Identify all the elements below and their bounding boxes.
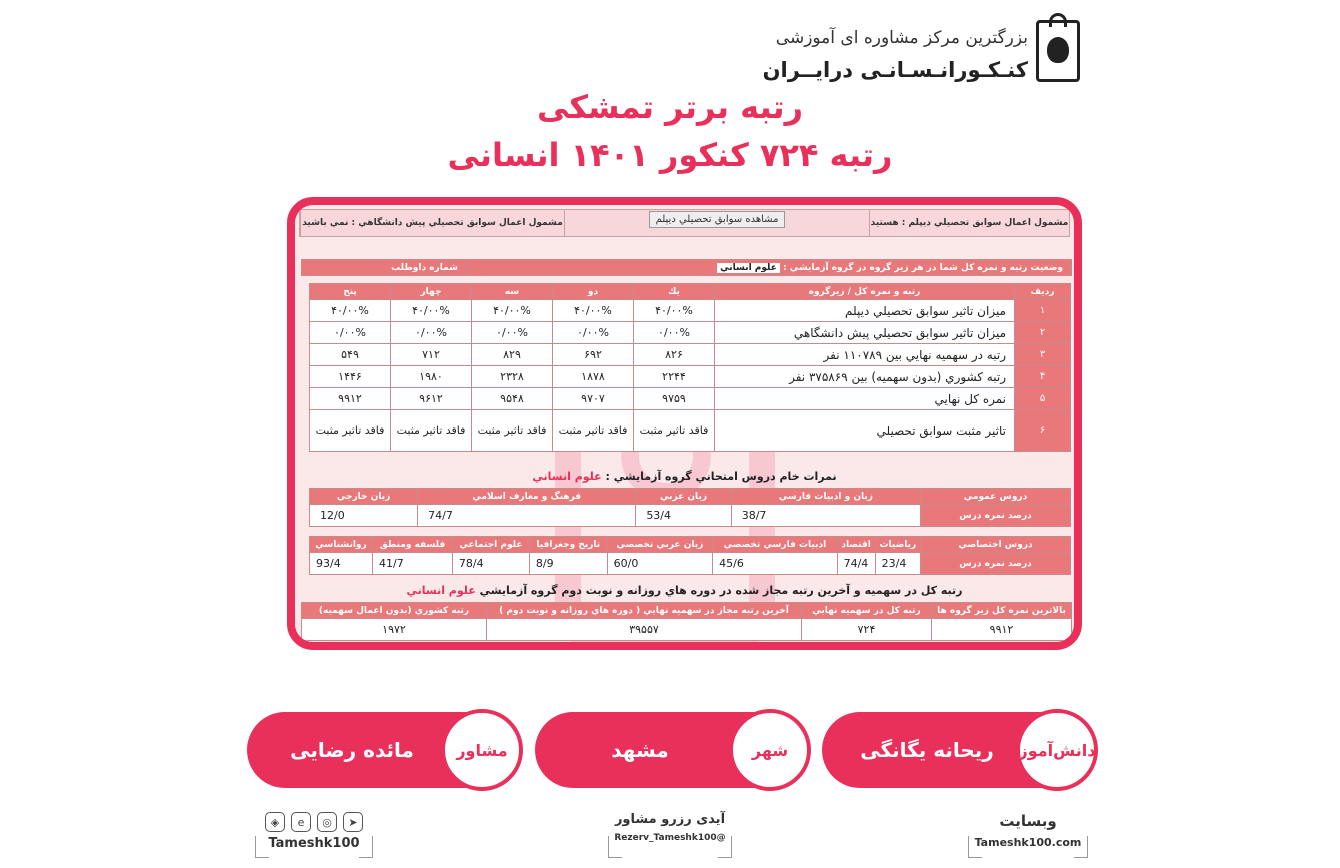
score-cell: 41/7	[373, 553, 453, 575]
raw-scores-title: نمرات خام دروس امتحاني گروه آزمايشي : علوم انساني	[532, 470, 837, 483]
table-row	[310, 388, 1071, 410]
value-cell: ۹۶۱۲	[391, 388, 472, 410]
score-cell: 74/7	[418, 505, 636, 527]
row-label: ميزان تاثير سوابق تحصيلي پيش دانشگاهي	[715, 322, 1015, 344]
value-cell: ۸۲۶	[634, 344, 715, 366]
value-cell: ۱۸۷۸	[553, 366, 634, 388]
col-header: چهار	[391, 284, 472, 300]
value-cell: ۴۰/۰۰%	[553, 300, 634, 322]
value-cell: فاقد تاثير مثبت	[553, 410, 634, 452]
table-row	[310, 322, 1071, 344]
advisor-name: مائده رضایی	[290, 738, 414, 762]
value-cell: ۷۱۲	[391, 344, 472, 366]
status-group: علوم انساني	[717, 263, 780, 273]
rank-cell: ۹۹۱۲	[932, 619, 1072, 641]
brand-tagline: بزرگترین مرکز مشاوره ای آموزشی	[775, 28, 1028, 48]
score-cell: 78/4	[452, 553, 529, 575]
page-title: رتبه برتر تمشکی	[536, 88, 804, 126]
row-index: ۱	[1015, 300, 1071, 322]
row-index: ۵	[1015, 388, 1071, 410]
page-subtitle: رتبه ۷۲۴ کنکور ۱۴۰۱ انسانی	[447, 136, 893, 174]
value-cell: ۰/۰۰%	[634, 322, 715, 344]
score-cell: 38/7	[731, 505, 920, 527]
eitaa-icon[interactable]: e	[291, 812, 311, 832]
reserve-block	[608, 812, 732, 858]
score-cell: 12/0	[310, 505, 418, 527]
row-label: ميزان تاثير سوابق تحصيلي ديپلم	[715, 300, 1015, 322]
col-header: سه	[472, 284, 553, 300]
value-cell: ۲۳۲۸	[472, 366, 553, 388]
value-cell: ۹۵۴۸	[472, 388, 553, 410]
score-cell: 8/9	[529, 553, 607, 575]
value-cell: ۴۰/۰۰%	[391, 300, 472, 322]
special-courses-table: دروس اختصاصي رياضيات اقتصاد ادبيات فارسي تخصصي زبان عربي تخصصي تاريخ وجغرافيا علوم اجتماعي فلسفه ومنطق روانشناسي درصد نمره درس 23/4 74/4 45/6 60/0 8/9 78/4 41/7 93/4	[309, 536, 1071, 575]
final-ranks-table: بالاترين نمره كل زير گروه ها رتبه كل در سهميه نهايي آخرين رتبه مجاز در سهميه نهايي ( دوره هاي روزانه و نوبت دوم ) رتبه كشوري (بدون اعمال سهميه) ۹۹۱۲ ۷۲۴ ۳۹۵۵۷ ۱۹۷۲	[301, 602, 1072, 641]
score-cell: 53/4	[636, 505, 731, 527]
col-header: رتبه و نمره كل / زيرگروه	[715, 284, 1015, 300]
value-cell: ۵۴۹	[310, 344, 391, 366]
value-cell: ۴۰/۰۰%	[634, 300, 715, 322]
value-cell: ۴۰/۰۰%	[472, 300, 553, 322]
brand-name: کنـکـورانـسـانـی درایــران	[762, 58, 1028, 82]
value-cell: ۸۲۹	[472, 344, 553, 366]
final-ranks-title: رتبه كل در سهميه و آخرين رتبه مجاز شده در دوره هاي روزانه و نوبت دوم گروه آزمايشي علوم انساني	[406, 584, 963, 597]
row-index: ۴	[1015, 366, 1071, 388]
city-label: شهر	[729, 709, 811, 791]
row-label: نمره كل نهايي	[715, 388, 1015, 410]
view-diploma-button[interactable]: مشاهده سوابق تحصيلي ديپلم	[649, 211, 786, 228]
value-cell: فاقد تاثير مثبت	[634, 410, 715, 452]
value-cell: ۲۲۴۴	[634, 366, 715, 388]
topbar-right-text: مشمول اعمال سوابق تحصيلي ديپلم : هستيد	[869, 210, 1069, 236]
status-label: وضعيت رتبه و نمره كل شما در هر زير گروه در گروه آزمايشي	[789, 262, 1063, 273]
advisor-pill	[247, 712, 517, 788]
rank-cell: ۳۹۵۵۷	[487, 619, 802, 641]
brand-header	[762, 18, 1080, 88]
website-block	[968, 812, 1088, 858]
table-row	[310, 366, 1071, 388]
social-block	[255, 812, 373, 858]
raspberry-logo-icon	[1036, 20, 1080, 82]
reserve-id[interactable]: @Rezerv_Tameshk100	[614, 833, 726, 843]
row-label: رتبه در سهميه نهايي بين ۱۱۰۷۸۹ نفر	[715, 344, 1015, 366]
value-cell: ۰/۰۰%	[310, 322, 391, 344]
score-cell: 45/6	[713, 553, 837, 575]
row-label: تاثير مثبت سوابق تحصيلي	[715, 410, 1015, 452]
advisor-label: مشاور	[441, 709, 523, 791]
rank-cell: ۱۹۷۲	[302, 619, 487, 641]
report-topbar	[299, 209, 1070, 237]
col-header: دو	[553, 284, 634, 300]
website-title: وبسایت	[999, 812, 1057, 830]
value-cell: ۰/۰۰%	[472, 322, 553, 344]
rank-cell: ۷۲۴	[802, 619, 932, 641]
reserve-title: آیدی رزرو مشاور	[614, 812, 726, 827]
value-cell: فاقد تاثير مثبت	[310, 410, 391, 452]
value-cell: فاقد تاثير مثبت	[472, 410, 553, 452]
city-pill	[535, 712, 805, 788]
row-index: ۳	[1015, 344, 1071, 366]
instagram-icon[interactable]: ◎	[317, 812, 337, 832]
student-pill	[822, 712, 1096, 788]
value-cell: ۴۰/۰۰%	[310, 300, 391, 322]
row-index: ۲	[1015, 322, 1071, 344]
candidate-label: شماره داوطلب	[302, 260, 467, 276]
value-cell: ۰/۰۰%	[391, 322, 472, 344]
table-row	[310, 300, 1071, 322]
score-cell: 60/0	[607, 553, 713, 575]
col-header: پنج	[310, 284, 391, 300]
table-row	[310, 410, 1071, 452]
report-card	[287, 197, 1082, 650]
value-cell: ۱۴۴۶	[310, 366, 391, 388]
website-link[interactable]: Tameshk100.com	[974, 836, 1082, 849]
student-label: دانش‌آموز	[1016, 709, 1098, 791]
city-name: مشهد	[611, 738, 669, 762]
value-cell: ۱۹۸۰	[391, 366, 472, 388]
cube-icon[interactable]: ◈	[265, 812, 285, 832]
student-name: ریحانه یگانگی	[860, 738, 994, 762]
score-cell: 23/4	[875, 553, 920, 575]
general-courses-table: دروس عمومي زبان و ادبيات فارسي زبان عربي فرهنگ و معارف اسلامي زبان خارجي درصد نمره درس 38/7 53/4 74/7 12/0	[309, 488, 1071, 527]
row-index: ۶	[1015, 410, 1071, 452]
topbar-left-text: مشمول اعمال سوابق تحصيلي پيش دانشگاهي : نمي باشيد	[300, 210, 564, 236]
table-row	[310, 344, 1071, 366]
value-cell: ۰/۰۰%	[553, 322, 634, 344]
row-label: رتبه كشوري (بدون سهميه) بين ۳۷۵۸۶۹ نفر	[715, 366, 1015, 388]
value-cell: ۹۷۰۷	[553, 388, 634, 410]
status-row: وضعيت رتبه و نمره كل شما در هر زير گروه در گروه آزمايشي : علوم انساني شماره داوطلب	[301, 259, 1072, 276]
rank-table	[309, 283, 1071, 452]
telegram-icon[interactable]: ➤	[343, 812, 363, 832]
social-handle[interactable]: Tameshk100	[268, 836, 360, 851]
score-cell: 93/4	[310, 553, 373, 575]
col-header: رديف	[1015, 284, 1071, 300]
value-cell: ۹۹۱۲	[310, 388, 391, 410]
score-cell: 74/4	[837, 553, 875, 575]
value-cell: ۶۹۲	[553, 344, 634, 366]
value-cell: فاقد تاثير مثبت	[391, 410, 472, 452]
value-cell: ۹۷۵۹	[634, 388, 715, 410]
col-header: يك	[634, 284, 715, 300]
